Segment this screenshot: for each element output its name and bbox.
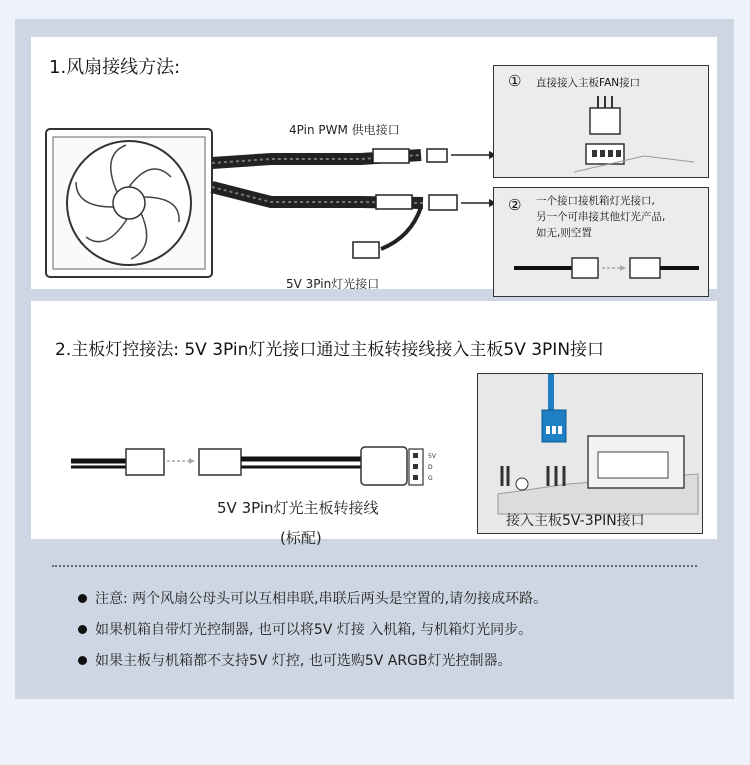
note-item: 如果机箱自带灯光控制器, 也可以将5V 灯接 入机箱, 与机箱灯光同步。	[78, 619, 547, 650]
pin-label-5v: 5V	[428, 453, 436, 460]
adapter-cable-sublabel: (标配)	[280, 529, 322, 547]
light-connector-label: 5V 3Pin灯光接口	[286, 277, 380, 291]
pin-label-d: D	[428, 464, 433, 471]
fan-illustration	[46, 129, 212, 277]
pwm-connector-label: 4Pin PWM 供电接口	[289, 123, 400, 137]
section1-title: 1.风扇接线方法:	[49, 57, 181, 78]
light-cable	[212, 187, 497, 258]
motherboard-illustration	[478, 374, 701, 532]
note-item: 注意: 两个风扇公母头可以互相串联,串联后两头是空置的,请勿接成环路。	[78, 588, 547, 619]
fan-header-illustration	[494, 66, 707, 176]
case-light-line-2: 另一个可串接其他灯光产品,	[536, 211, 666, 223]
fan-wiring-panel	[31, 37, 717, 289]
step-two-number: ②	[508, 196, 522, 214]
case-light-box	[493, 187, 709, 297]
pwm-cable	[212, 149, 497, 163]
connector-pair-illustration	[494, 188, 707, 296]
case-light-line-1: 一个接口接机箱灯光接口,	[536, 195, 655, 207]
divider-dotted	[52, 565, 697, 567]
fan-header-box	[493, 65, 709, 178]
note-item: 如果主板与机箱都不支持5V 灯控, 也可选购5V ARGB灯光控制器。	[78, 650, 547, 681]
section2-title: 2.主板灯控接法: 5V 3Pin灯光接口通过主板转接线接入主板5V 3PIN接口	[55, 340, 605, 360]
adapter-cable-label: 5V 3Pin灯光主板转接线	[217, 499, 379, 517]
motherboard-control-panel	[31, 301, 717, 547]
fan-header-text: 直接接入主板FAN接口	[536, 77, 641, 89]
case-light-line-3: 如无,则空置	[536, 227, 592, 239]
step-one-number: ①	[508, 72, 522, 90]
pin-label-g: G	[428, 475, 433, 482]
motherboard-photo-box	[477, 373, 703, 534]
motherboard-header-label: 接入主板5V-3PIN接口	[506, 513, 645, 529]
notes-list	[78, 588, 547, 681]
